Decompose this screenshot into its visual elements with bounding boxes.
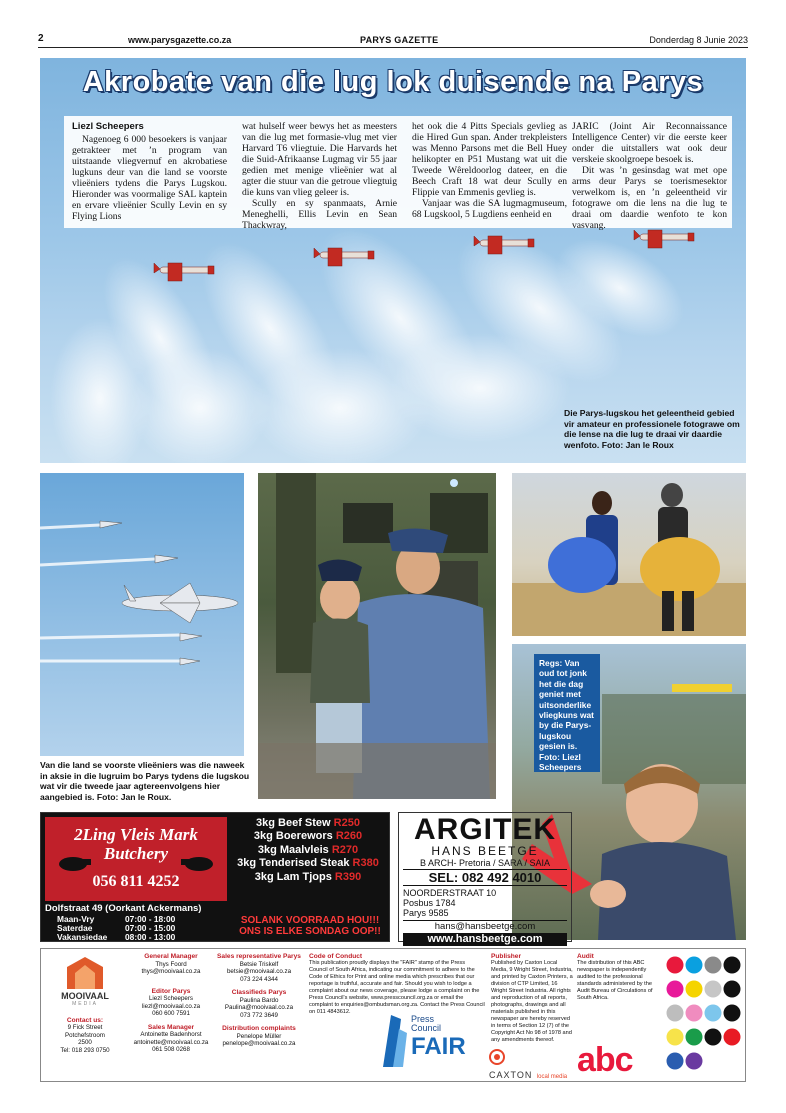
staff-classifieds: Classifieds Parys Paulina Bardo Paulina@mooivaal.co.za 073 772 3649: [224, 989, 294, 1019]
parachutists-illustration: [512, 473, 746, 636]
headline: Akrobate van die lug lok duisende na Parys: [82, 66, 704, 98]
jets-photo: [40, 473, 244, 756]
colour-swatch: [686, 981, 703, 998]
staff-editor: Editor Parys Liezl Scheepers liezl@mooivaal.co.za 060 600 7591: [141, 987, 201, 1017]
press-council-logo: [381, 1007, 481, 1077]
abc-logo: abc: [577, 1041, 633, 1079]
colour-swatch: [667, 1005, 684, 1022]
article-column-1: [72, 121, 227, 222]
colour-swatch: [724, 981, 741, 998]
site-url: www.parysgazette.co.za: [128, 35, 232, 45]
mooivaal-logo: MOOIVAAL: [61, 991, 109, 1001]
paragraph: Vanjaar was die SA lugmagmuseum, 68 Lugskool, 5 Lugdiens eenheid en: [412, 198, 567, 220]
butchery-address: Dolfstraat 49 (Oorkant Ackermans): [45, 903, 202, 914]
argitek-owner: HANS BEETGE: [431, 844, 539, 858]
hangar-illustration: [258, 473, 496, 799]
staff-distribution: Distribution complaints Penelope Müller penelope@mooivaal.co.za: [222, 1025, 296, 1047]
price-list: [231, 817, 385, 884]
article-column-4: [572, 121, 727, 231]
byline: Liezl Scheepers: [72, 121, 144, 132]
mooivaal-logo-sub: MEDIA: [72, 1001, 98, 1007]
hours-row: Saterdae 07:00 - 15:00: [57, 923, 176, 933]
paragraph: het ook die 4 Pitts Specials gevlieg as die Hired Gun span. Ander trekpleisters was Menno Parsons met die Bell Huey helikopter en P51 Mustang wat uit die Tweede Wêreldoorlog dateer, en die Beech Craft 18 wat deur Scully en Flippie van Emmenis gevlieg is.: [412, 121, 567, 198]
cattle-icon: [53, 855, 219, 873]
colour-swatch: [686, 1053, 703, 1070]
press-council-text: Press Council: [411, 1014, 442, 1033]
paper-name: PARYS GAZETTE: [360, 35, 439, 45]
paragraph: JARIC (Joint Air Reconnaissance Intelligence Center) vir die eerste keer onder die uitstallers wat ook deur verskeie skoolgroepe besoek is.: [572, 121, 727, 165]
colour-swatch: [705, 957, 722, 974]
butchery-phone: 056 811 4252: [92, 873, 180, 890]
butchery-name-line2: Butchery: [103, 844, 169, 863]
staff-sales-rep: Sales representative Parys Betsie Triskelf betsie@mooivaal.co.za 073 224 4344: [217, 953, 301, 983]
price-row: 3kg Boerewors R260: [253, 830, 363, 843]
argitek-ad[interactable]: [398, 812, 572, 945]
article-column-3: [412, 121, 567, 220]
parachutists-photo: [512, 473, 746, 636]
colour-swatch: [667, 1029, 684, 1046]
argitek-qualifications: B ARCH- Pretoria / SARA / SAIA: [419, 858, 551, 868]
caxton-icon: [489, 1049, 505, 1065]
footer-masthead: [40, 948, 746, 1082]
argitek-address: NOORDERSTRAAT 10 Posbus 1784 Parys 9585: [403, 888, 497, 918]
audit-info: Audit The distribution of this ABC newspaper is independently audited to the professional standards administered by the Audit Bureau of Circulations of South Africa.: [577, 953, 653, 1001]
mooivaal-contact: MOOIVAAL MEDIA Contact us: 9 Fick Street Potchefstroom 2500 Tel: 018 293 0750: [45, 955, 125, 1054]
butchery-ad[interactable]: [40, 812, 390, 942]
colour-swatch: [724, 957, 741, 974]
paragraph: Nagenoeg 6 000 besoekers is vanjaar getrakteer met ’n program van uitstaande vliegvernuf en akrobatiese lugkuns deur van die land se voorste vlieëniers tydens die Parys Lugskou. Hieronder was voormalige SAL kaptein en ervare vlieënier Scully Levin en sy Flying Lions: [72, 134, 227, 222]
argitek-website[interactable]: www.hansbeetge.com: [403, 933, 567, 946]
argitek-name: ARGITEK: [414, 813, 556, 846]
caxton-logo: CAXTON local media: [489, 1049, 573, 1083]
code-of-conduct: Code of Conduct This publication proudly displays the "FAIR" stamp of the Press Council of South Africa, indicating our commitment to adhere to the Code of Ethics for Print and online media which prescribes that our reportage is truthful, accurate and fair. Should you wish to lodge a complaint about our news coverage, please lodge a complaint on the Press Council's website, www.presscouncil.org.za or email the complaint to enquiries@ombudsman.org.za. Contact the Press Council on 011 4843612.: [309, 953, 485, 1015]
colour-swatch: [686, 1005, 703, 1022]
special-notice: SOLANK VOORRAAD HOU!!! ONS IS ELKE SONDAG OOP!!: [239, 915, 381, 937]
colour-swatch: [686, 1029, 703, 1046]
argitek-email[interactable]: hans@hansbeetge.com: [403, 920, 567, 932]
butchery-logo-panel: [45, 817, 227, 901]
mooivaal-logo-icon: [63, 955, 107, 991]
colour-swatch: [705, 981, 722, 998]
staff-column-1: [129, 953, 213, 1060]
photo-caption-left: Van die land se voorste vlieëniers was die naweek in aksie in die lugruim bo Parys tydens die lugskou wat vir die tweede jaar agtereenvolgens hier aangebied is. Foto: Jan le Roux.: [40, 760, 250, 802]
price-row: 3kg Lam Tjops R390: [254, 870, 362, 883]
page-number: 2: [38, 33, 44, 44]
article-column-2: [242, 121, 397, 231]
colour-swatch: [686, 957, 703, 974]
colour-registration-bar: [665, 955, 743, 1079]
contact-heading: Contact us:: [66, 1016, 104, 1024]
colour-swatch: [667, 981, 684, 998]
colour-swatch: [705, 1029, 722, 1046]
article-body: [64, 116, 732, 231]
publisher-info: Publisher Published by Caxton Local Media, 9 Wright Street, Industria, and printed by Caxton Printers, a division of CTP Limited, 16 Wright Street Industria. All rights and reproduction of all reports, photographs, drawings and all materials published in this newspaper are hereby reserved in terms of Section 12 (7) of the Copyright Act No 98 of 1978 and any amendments thereof.: [491, 953, 573, 1043]
price-row: 3kg Tenderised Steak R380: [237, 857, 379, 870]
press-council-icon: [381, 1009, 407, 1069]
price-row: 3kg Beef Stew R250: [256, 817, 360, 829]
colour-swatch: [667, 957, 684, 974]
hero-caption: Die Parys-lugskou het geleentheid gebied vir amateur en professionele fotograwe om die lense na die lug te draai vir daardie wenfoto. Foto: Jan le Roux: [564, 408, 740, 450]
colour-swatch: [705, 1005, 722, 1022]
price-row: 3kg Maalvleis R270: [257, 843, 359, 856]
hours-row: Maan-Vry 07:00 - 18:00: [57, 914, 176, 924]
colour-swatch: [724, 1005, 741, 1022]
hangar-photo: [258, 473, 496, 799]
colour-swatch: [667, 1053, 684, 1070]
page-header: [38, 32, 748, 48]
paragraph: Dit was ’n gesinsdag wat met ope arms deur Parys se toerismesektor verwelkom is, en ’n geleentheid vir fotograwe om die lens na die lug te draai om daardie wenfoto te kon vasvang.: [572, 165, 727, 231]
hero-photo: [40, 58, 746, 463]
photo-caption-right: Regs: Van oud tot jonk het die dag geniet met uitsonderlike vliegkuns wat by die Parys-lugskou gesien is. Foto: Liezl Scheepers: [534, 654, 600, 772]
staff-column-2: [217, 953, 301, 1054]
butchery-name-line1: 2Ling Vleis Mark: [74, 825, 198, 844]
argitek-phone: SEL: 082 492 4010: [403, 869, 567, 886]
issue-date: Donderdag 8 Junie 2023: [649, 35, 748, 45]
jets-illustration: [40, 473, 244, 756]
colour-swatch: [724, 1029, 741, 1046]
hours-row: Vakansiedae 08:00 - 13:00: [57, 932, 176, 942]
press-council-fair: FAIR: [411, 1033, 466, 1060]
staff-sales-manager: Sales Manager Antoinette Badenhorst antoinette@mooivaal.co.za 061 508 0268: [133, 1023, 209, 1053]
paragraph: Scully en sy spanmaats, Arnie Meneghelli, Ellis Levin en Sean Thackwray,: [242, 198, 397, 231]
staff-gm: General Manager Thys Foord thys@mooivaal.co.za: [141, 953, 201, 975]
paragraph: wat hulself weer bewys het as meesters van die lug met formasie-vlug met vier Harvard T6 vliegtuie. Die Harvards het die Suid-Afrikaanse Lugmag vir 55 jaar gedien met menige vlieënier wat al agter die stuur van die getroue vliegtuig die kuns van vlieg geleer is.: [242, 121, 397, 198]
